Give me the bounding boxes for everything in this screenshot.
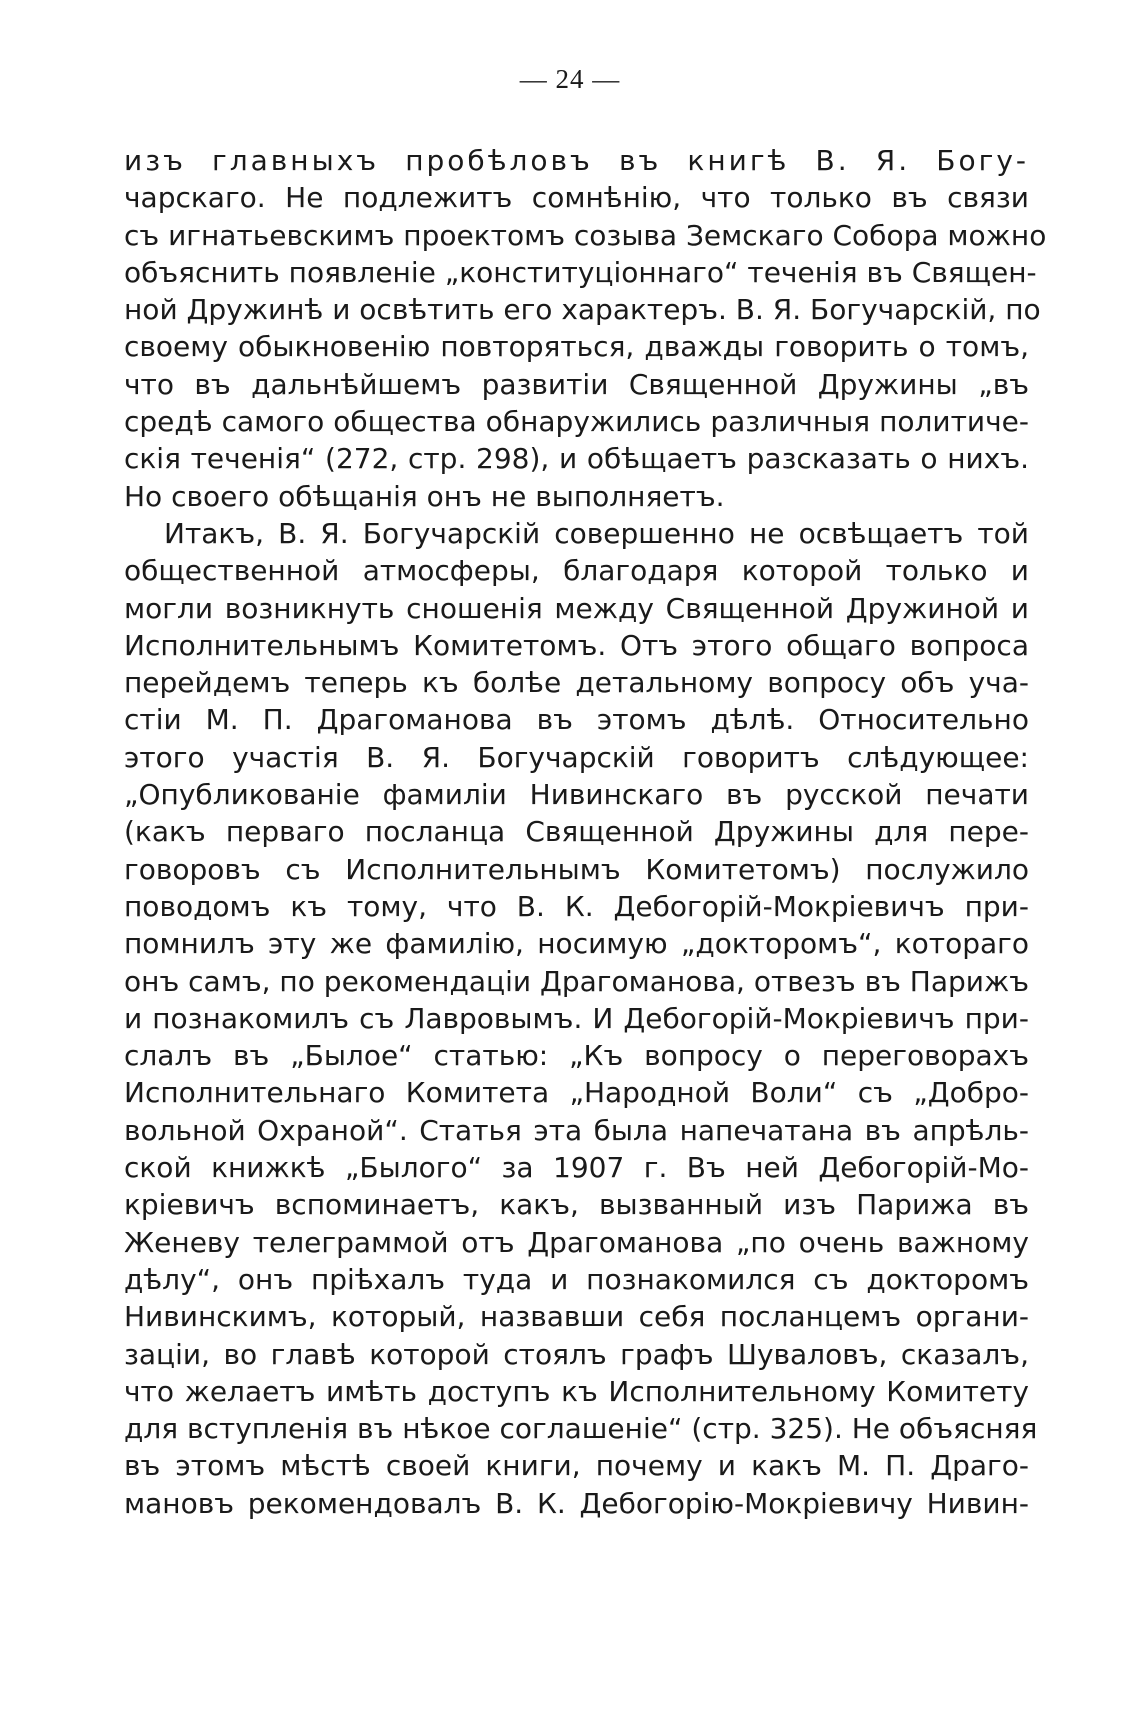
text-line: могли возникнуть сношенія между Священной Дружиной и bbox=[124, 591, 1029, 625]
text-line: Исполнительнаго Комитета „Народной Воли“ съ „Добро- bbox=[124, 1076, 1029, 1110]
text-line: Женеву телеграммой отъ Драгоманова „по очень важному bbox=[124, 1225, 1029, 1259]
text-line: общественной атмосферы, благодаря которой только и bbox=[124, 554, 1029, 588]
text-line: Нивинскимъ, который, назвавши себя посланцемъ органи- bbox=[124, 1300, 1029, 1334]
text-line: ской книжкѣ „Былого“ за 1907 г. Въ ней Дебогорій-Мо- bbox=[124, 1151, 1029, 1185]
text-line: (какъ перваго посланца Священной Дружины для пере- bbox=[124, 815, 1029, 849]
text-line: кріевичъ вспоминаетъ, какъ, вызванный изъ Парижа въ bbox=[124, 1188, 1029, 1222]
text-line: и познакомилъ съ Лавровымъ. И Дебогорій-Мокріевичъ при- bbox=[124, 1001, 1029, 1035]
text-line: въ этомъ мѣстѣ своей книги, почему и какъ М. П. Драго- bbox=[124, 1449, 1029, 1483]
text-line: перейдемъ теперь къ болѣе детальному вопросу объ уча- bbox=[124, 666, 1029, 700]
text-line: слалъ въ „Былое“ статью: „Къ вопросу о переговорахъ bbox=[124, 1039, 1029, 1073]
text-line: что въ дальнѣйшемъ развитіи Священной Дружины „въ bbox=[124, 367, 1029, 401]
text-line: съ игнатьевскимъ проектомъ созыва Земскаго Собора можно bbox=[124, 218, 1047, 252]
text-line: этого участія В. Я. Богучарскій говоритъ слѣдующее: bbox=[124, 740, 1029, 774]
page-number: — 24 — bbox=[519, 64, 621, 94]
text-line: что желаетъ имѣть доступъ къ Исполнительному Комитету bbox=[124, 1374, 1029, 1408]
text-line: изъ главныхъ пробѣловъ въ книгѣ В. Я. Богу- bbox=[124, 144, 1029, 177]
text-line: своему обыкновенію повторяться, дважды говорить о томъ, bbox=[124, 330, 1029, 364]
text-line: Исполнительнымъ Комитетомъ. Отъ этого общаго вопроса bbox=[124, 628, 1029, 662]
text-line: Но своего обѣщанія онъ не выполняетъ. bbox=[124, 479, 725, 513]
text-line: ной Дружинѣ и освѣтить его характеръ. В. Я. Богучарскій, по bbox=[124, 293, 1041, 327]
text-line: чарскаго. Не подлежитъ сомнѣнію, что только въ связи bbox=[124, 181, 1029, 215]
text-line: вольной Охраной“. Статья эта была напечатана въ апрѣль- bbox=[124, 1113, 1029, 1147]
text-line: онъ самъ, по рекомендаціи Драгоманова, отвезъ въ Парижъ bbox=[124, 964, 1029, 998]
text-line: скія теченія“ (272, стр. 298), и обѣщаетъ разсказать о нихъ. bbox=[124, 442, 1029, 476]
text-line: мановъ рекомендовалъ В. К. Дебогорію-Мокріевичу Нивин- bbox=[124, 1486, 1029, 1520]
text-line: средѣ самого общества обнаружились различныя политиче- bbox=[124, 405, 1029, 439]
text-line: Итакъ, В. Я. Богучарскій совершенно не освѣщаетъ той bbox=[164, 516, 1029, 550]
text-line: для вступленія въ нѣкое соглашеніе“ (стр. 325). Не объясняя bbox=[124, 1412, 1038, 1446]
text-line: заціи, во главѣ которой стоялъ графъ Шуваловъ, сказалъ, bbox=[124, 1337, 1029, 1371]
text-line: объяснить появленіе „конституціоннаго“ теченія въ Священ- bbox=[124, 255, 1037, 289]
text-line: поводомъ къ тому, что В. К. Дебогорій-Мокріевичъ при- bbox=[124, 889, 1029, 923]
body-text bbox=[124, 142, 1047, 1522]
text-line: „Опубликованіе фамиліи Нивинскаго въ русской печати bbox=[124, 778, 1029, 812]
text-line: говоровъ съ Исполнительнымъ Комитетомъ) послужило bbox=[124, 852, 1029, 886]
text-line: помнилъ эту же фамилію, носимую „докторомъ“, котораго bbox=[124, 927, 1029, 961]
text-line: стіи М. П. Драгоманова въ этомъ дѣлѣ. Относительно bbox=[124, 703, 1029, 737]
text-line: дѣлу“, онъ пріѣхалъ туда и познакомился съ докторомъ bbox=[124, 1262, 1029, 1296]
